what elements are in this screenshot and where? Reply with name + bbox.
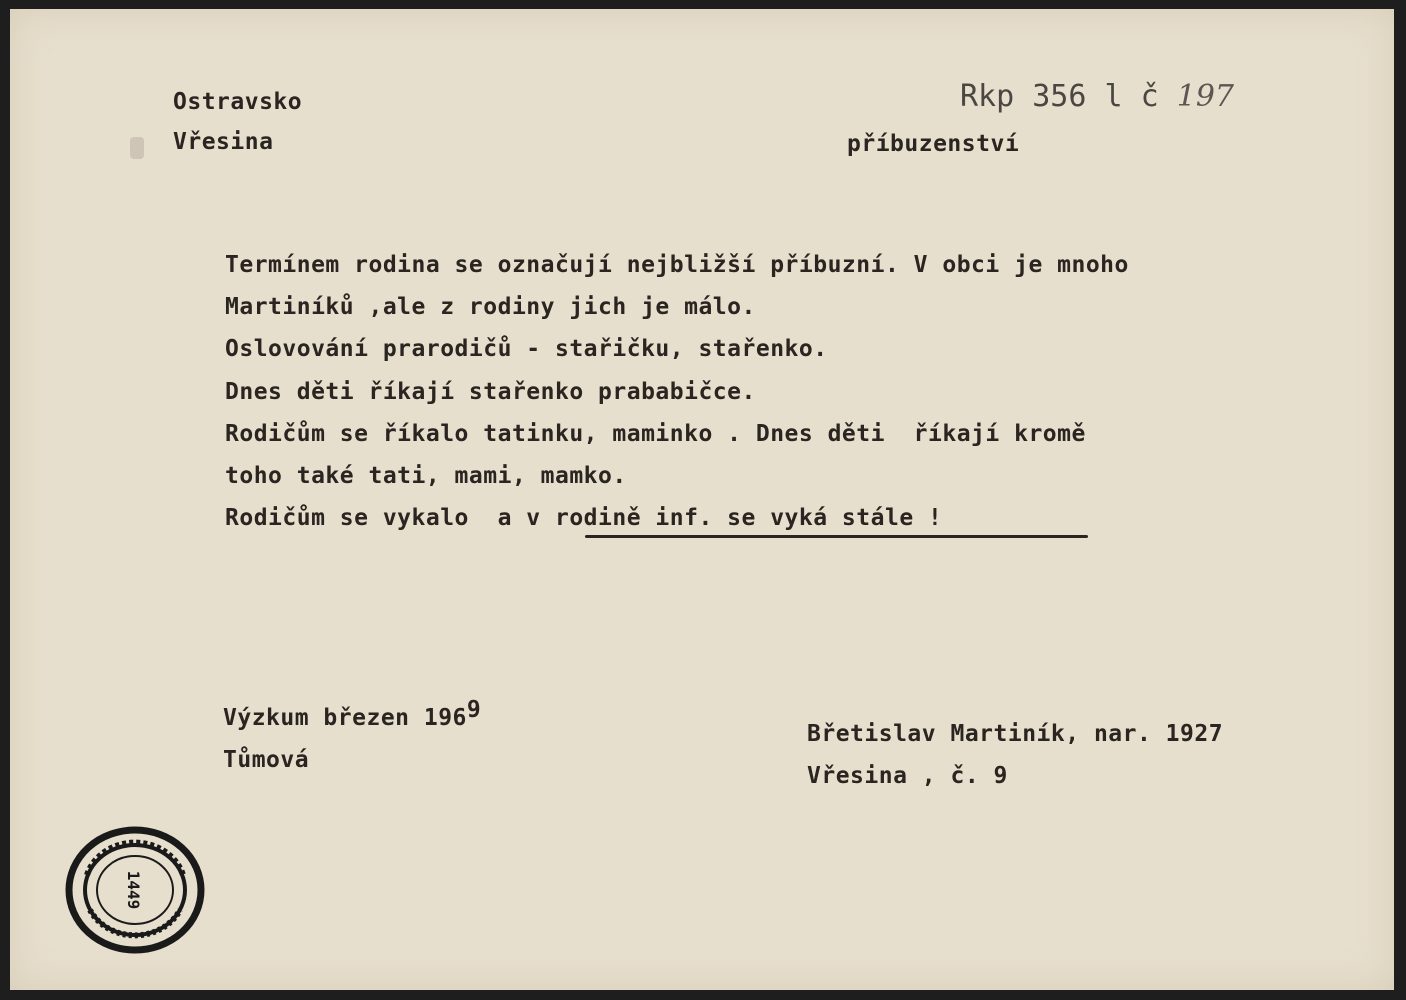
archive-stamp [65,825,205,955]
village-label: Vřesina [173,129,274,155]
body-line-7: Rodičům se vykalo a v rodině inf. se vyká stále ! [225,505,943,532]
ink-smudge [130,137,144,159]
body-line-1: Termínem rodina se označují nejbližší příbuzní. V obci je mnoho [225,252,1129,278]
body-line-3: Oslovování prarodičů - stařičku, stařenko. [225,336,828,363]
research-year-digit: 9 [466,697,482,723]
research-label: Výzkum březen 196 [223,705,467,731]
topic-label: příbuzenství [847,131,1020,157]
region-label: Ostravsko [173,89,303,115]
researcher-name: Tůmová [223,747,310,773]
body-line-5: Rodičům se říkalo tatinku, maminko . Dnes děti říkají kromě [225,420,1086,447]
emphasis-underline [585,535,1088,538]
informant-name: Břetislav Martiník, nar. 1927 [807,721,1224,747]
body-line-2: Martiníků ,ale z rodiny jich je málo. [225,294,756,321]
reference-typed: Rkp 356 l č [960,79,1177,114]
body-line-6: toho také tati, mami, mamko. [225,462,627,489]
body-line-4: Dnes děti říkají stařenko prababičce. [225,378,756,405]
reference-number [960,79,1234,114]
archive-card [10,9,1394,990]
stamp-number: 1449 [124,870,143,910]
card-body [225,244,1129,539]
research-date [223,697,482,731]
reference-handwritten: 197 [1176,79,1235,114]
informant-address: Vřesina , č. 9 [807,763,1008,789]
